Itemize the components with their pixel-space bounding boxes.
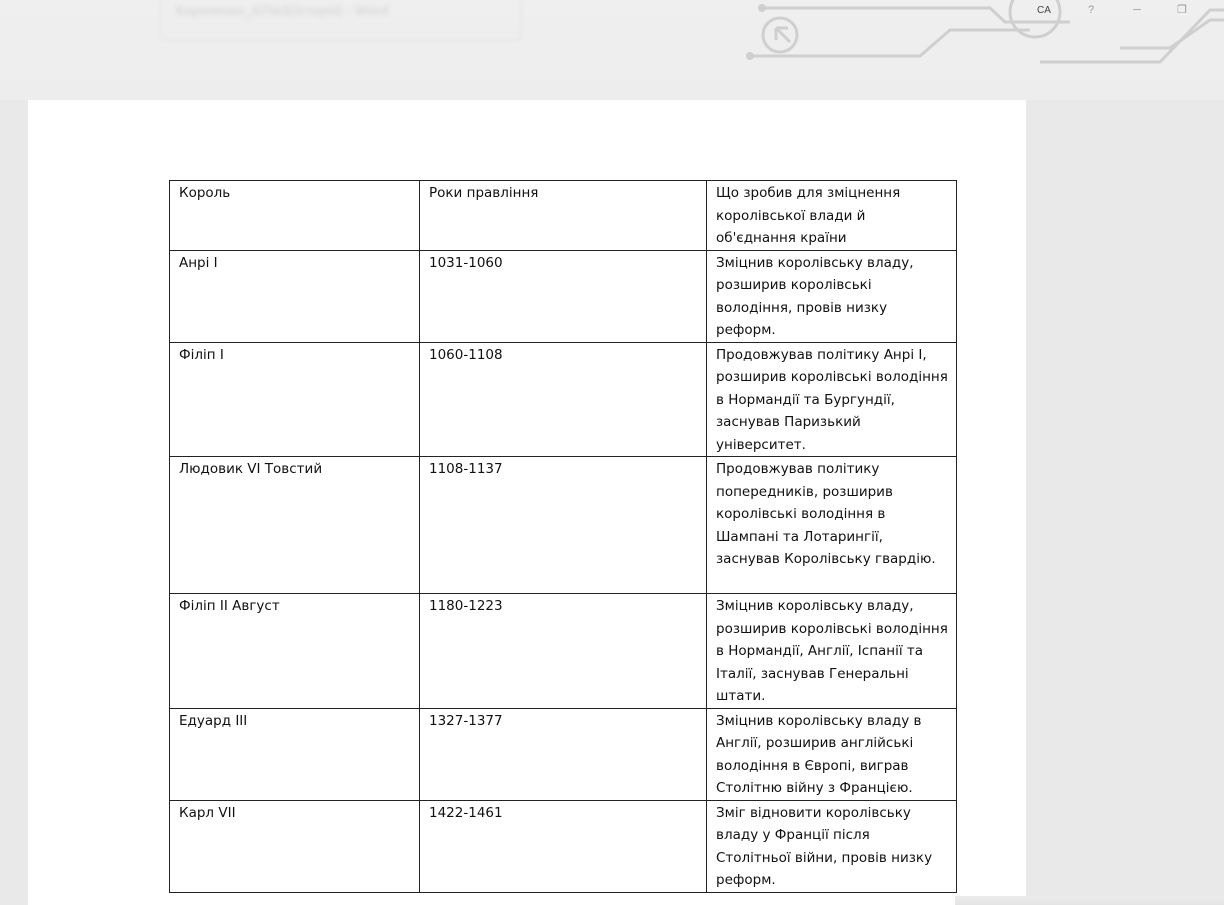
table-row (170, 457, 957, 594)
table-header-row (170, 181, 957, 251)
document-title: Короленко_ЄПм3(Історія) - Word (176, 3, 389, 18)
table-row (170, 342, 957, 457)
circuit-decoration-icon (740, 0, 1224, 70)
cell-years: 1180-1223 (420, 594, 707, 709)
cell-years: 1108-1137 (420, 457, 707, 594)
cell-king: Карл VII (170, 800, 420, 892)
cell-king: Філіп I (170, 342, 420, 457)
restore-button[interactable]: ❐ (1177, 4, 1187, 16)
cell-achievements: Зміг відновити королівську владу у Франції після Столітньої війни, провів низку реформ. (707, 800, 957, 892)
header-king: Король (170, 181, 420, 251)
help-button[interactable]: ? (1087, 4, 1095, 16)
header-achievements: Що зробив для зміцнення королівської влади й об'єднання країни (707, 181, 957, 251)
table-row (170, 594, 957, 709)
table-row (170, 800, 957, 892)
cell-king: Людовик VI Товстий (170, 457, 420, 594)
document-page[interactable] (28, 100, 1026, 905)
header-years: Роки правління (420, 181, 707, 251)
cell-king: Едуард III (170, 708, 420, 800)
cell-years: 1422-1461 (420, 800, 707, 892)
cell-achievements: Продовжував політику попередників, розширив королівські володіння в Шампані та Лотарингії, заснував Королівську гвардію. (707, 457, 957, 594)
cell-achievements: Зміцнив королівську владу, розширив королівські володіння, провів низку реформ. (707, 250, 957, 342)
title-bar (0, 0, 1224, 100)
table-row (170, 708, 957, 800)
user-avatar[interactable]: CA (1037, 5, 1051, 16)
cell-king: Філіп II Август (170, 594, 420, 709)
cell-years: 1327-1377 (420, 708, 707, 800)
cell-years: 1031-1060 (420, 250, 707, 342)
status-area (955, 896, 1224, 905)
cell-achievements: Продовжував політику Анрі I, розширив королівські володіння в Нормандії та Бургундії, заснував Паризький університет. (707, 342, 957, 457)
cell-achievements: Зміцнив королівську владу, розширив королівські володіння в Нормандії, Англії, Іспанії та Італії, заснував Генеральні штати. (707, 594, 957, 709)
cell-years: 1060-1108 (420, 342, 707, 457)
minimize-button[interactable]: ─ (1133, 4, 1141, 16)
kings-table (169, 180, 957, 893)
table-row (170, 250, 957, 342)
cell-king: Анрі I (170, 250, 420, 342)
cell-achievements: Зміцнив королівську владу в Англії, розширив англійські володіння в Європі, виграв Столітню війну з Францією. (707, 708, 957, 800)
